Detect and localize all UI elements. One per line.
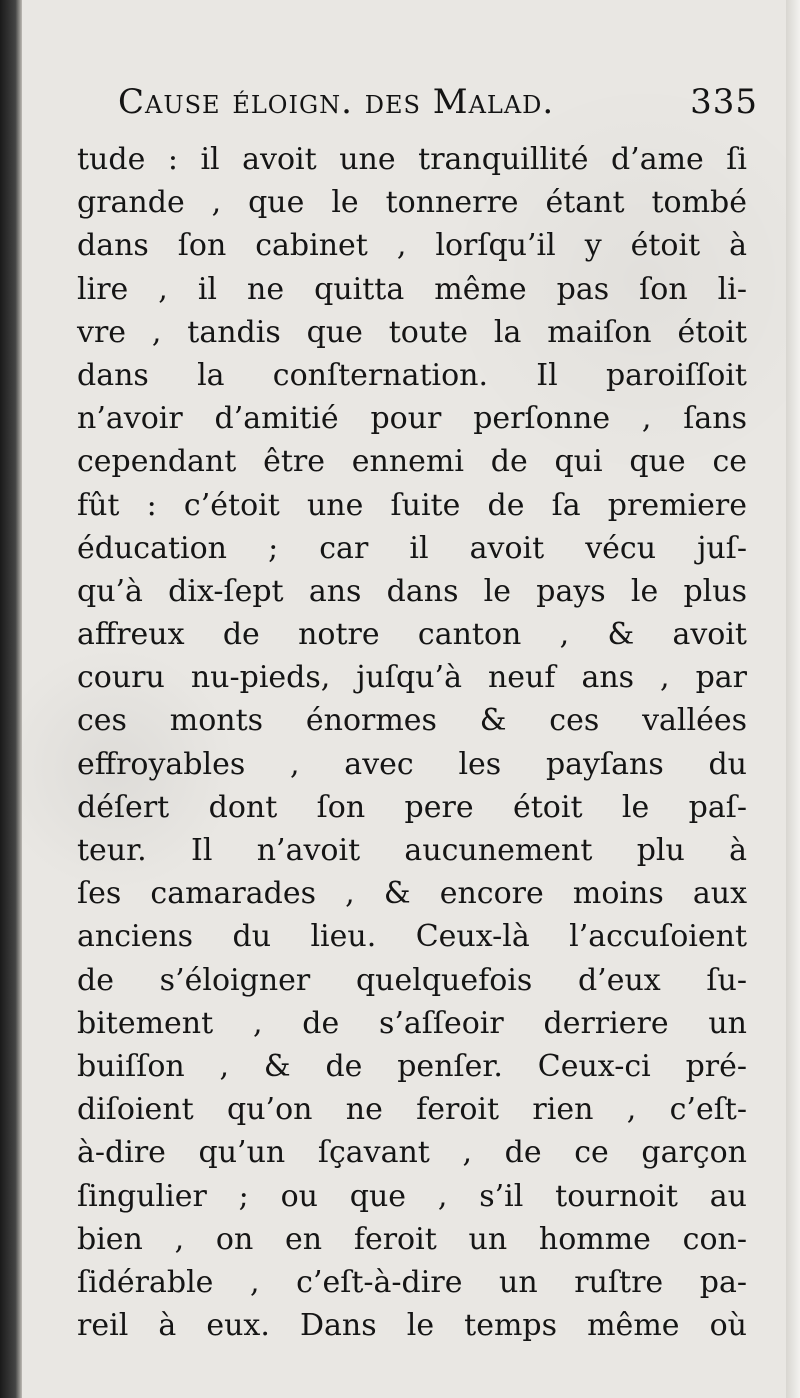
body-text [77, 138, 747, 1347]
book-gutter-edge [0, 0, 22, 1398]
page-header [118, 82, 758, 128]
text-line: dans ſon cabinet , lorſqu’il y étoit à [77, 228, 747, 264]
text-line: anciens du lieu. Ceux-là l’accuſoient [77, 919, 747, 955]
text-line: reil à eux. Dans le temps même où [77, 1308, 747, 1344]
text-line: fût : c’étoit une ſuite de ſa premiere [77, 487, 747, 523]
text-line: ſingulier ; ou que , s’il tournoit au [77, 1178, 747, 1214]
text-line: tude : il avoit une tranquillité d’ame ſi [77, 142, 747, 177]
text-line: ſidérable , c’eſt-à-dire un ruſtre pa- [77, 1264, 747, 1300]
running-head: Cause éloign. des Malad. [118, 82, 555, 122]
text-line: teur. Il n’avoit aucunement plu à [77, 833, 747, 868]
text-line: n’avoir d’amitié pour perſonne , ſans [77, 401, 747, 437]
page-number: 335 [690, 82, 758, 122]
book-page [22, 0, 800, 1398]
text-line: à-dire qu’un ſçavant , de ce garçon [77, 1135, 747, 1171]
text-line: diſoient qu’on ne feroit rien , c’eſt- [77, 1092, 747, 1128]
text-line: de s’éloigner quelquefois d’eux ſu- [77, 962, 747, 998]
text-line: buiſſon , & de penſer. Ceux-ci pré- [77, 1048, 747, 1084]
text-line: ſes camarades , & encore moins aux [77, 876, 747, 912]
text-line: lire , il ne quitta même pas ſon li- [77, 271, 747, 307]
text-line: ces monts énormes & ces vallées [77, 703, 747, 739]
text-line: affreux de notre canton , & avoit [77, 617, 747, 653]
text-line: couru nu-pieds, juſqu’à neuf ans , par [77, 660, 747, 696]
text-line: effroyables , avec les payſans du [77, 746, 747, 782]
text-line: éducation ; car il avoit vécu juſ- [77, 530, 747, 566]
page-right-margin [786, 0, 800, 1398]
text-line: bien , on en feroit un homme con- [77, 1221, 747, 1257]
text-line: déſert dont ſon pere étoit le paſ- [77, 789, 747, 825]
text-line: qu’à dix-ſept ans dans le pays le plus [77, 573, 747, 609]
text-line: dans la conſternation. Il paroiſſoit [77, 357, 747, 393]
text-line: grande , que le tonnerre étant tombé [77, 185, 747, 221]
text-line: cependant être ennemi de qui que ce [77, 444, 747, 480]
text-line: bitement , de s’aſſeoir derriere un [77, 1005, 747, 1041]
text-line: vre , tandis que toute la maiſon étoit [77, 314, 747, 350]
